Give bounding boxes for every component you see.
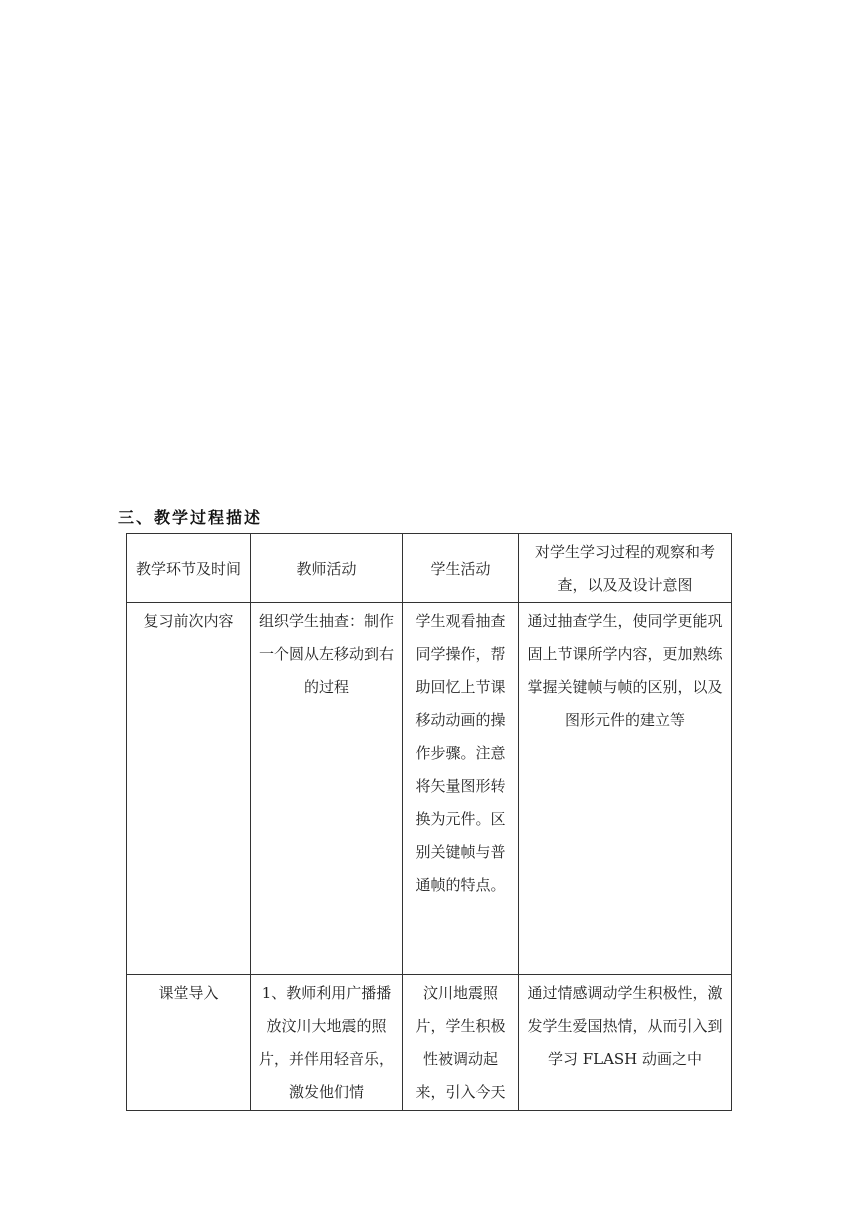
cell-stage: 课堂导入 <box>127 975 251 1111</box>
cell-stage: 复习前次内容 <box>127 603 251 975</box>
header-stage-time: 教学环节及时间 <box>127 534 251 603</box>
cell-teacher-activity: 组织学生抽查：制作一个圆从左移动到右的过程 <box>251 603 403 975</box>
table-row <box>127 975 732 1111</box>
cell-student-activity: 学生观看抽查同学操作，帮助回忆上节课移动动画的操作步骤。注意将矢量图形转换为元件。区别关键帧与普通帧的特点。 <box>403 603 519 975</box>
cell-intent: 通过抽查学生，使同学更能巩固上节课所学内容，更加熟练掌握关键帧与帧的区别，以及图形元件的建立等 <box>519 603 732 975</box>
cell-student-activity: 汶川地震照片，学生积极性被调动起来，引入今天 <box>403 975 519 1111</box>
header-teacher-activity: 教师活动 <box>251 534 403 603</box>
table-row <box>127 603 732 975</box>
section-heading: 三、教学过程描述 <box>118 508 263 527</box>
cell-teacher-activity: 1、教师利用广播播放汶川大地震的照片，并伴用轻音乐，激发他们情 <box>251 975 403 1111</box>
teaching-process-table <box>126 533 732 1111</box>
cell-intent: 通过情感调动学生积极性，激发学生爱国热情，从而引入到学习 FLASH 动画之中 <box>519 975 732 1111</box>
header-student-activity: 学生活动 <box>403 534 519 603</box>
table-header-row <box>127 534 732 603</box>
header-observation-intent: 对学生学习过程的观察和考查，以及及设计意图 <box>519 534 732 603</box>
